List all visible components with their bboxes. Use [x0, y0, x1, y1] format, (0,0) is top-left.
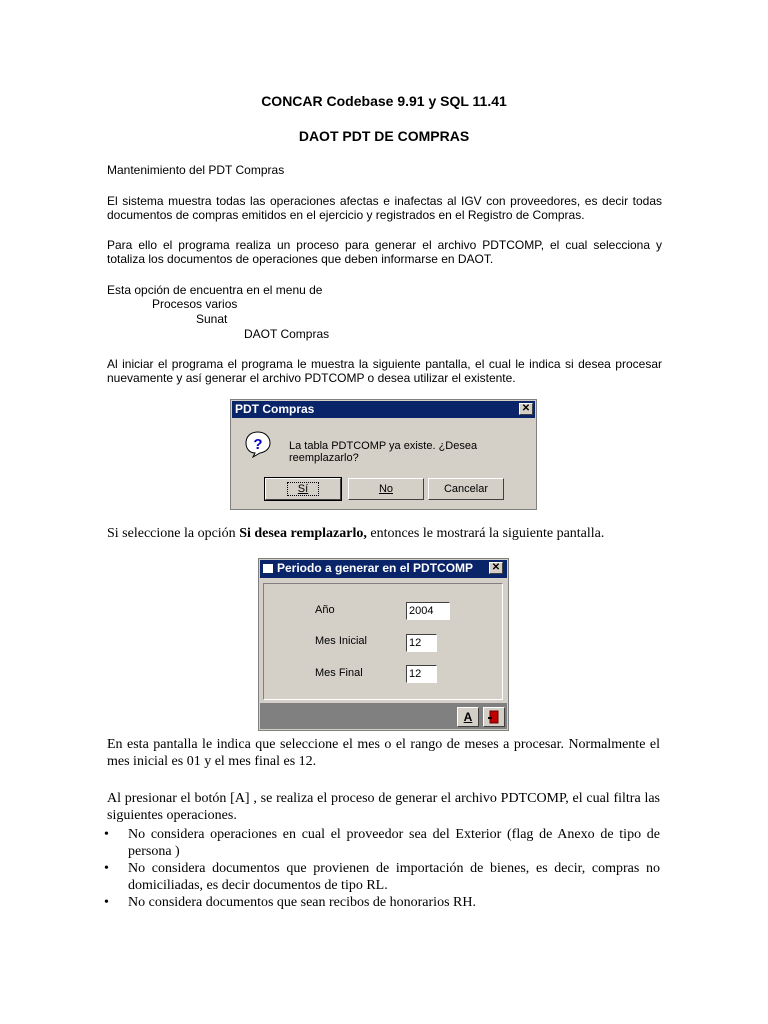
window-icon: [263, 564, 273, 573]
close-icon[interactable]: ✕: [489, 562, 503, 574]
paragraph-3: Al iniciar el programa el programa le muestra la siguiente pantalla, el cual le indica si desea procesar nuevamente y así generar el archivo PDTCOMP o desea utilizar el existente.: [107, 357, 662, 385]
dialog-pdt-compras: [230, 399, 537, 510]
list-item: [104, 894, 660, 911]
list-item: [104, 826, 660, 860]
end-month-input[interactable]: 12: [406, 665, 437, 683]
yes-button[interactable]: [265, 478, 341, 500]
menu-level-3: DAOT Compras: [244, 327, 330, 341]
dialog-title: PDT Compras: [235, 402, 315, 416]
document-subtitle: DAOT PDT DE COMPRAS: [298, 128, 470, 144]
accept-button[interactable]: A: [457, 707, 479, 727]
field-label-year: Año: [315, 604, 335, 616]
svg-text:?: ?: [253, 436, 263, 453]
menu-level-2: Sunat: [196, 312, 228, 326]
exit-door-icon: [487, 710, 501, 724]
button-bar: [260, 703, 507, 729]
no-button[interactable]: [348, 478, 424, 500]
paragraph-4-before: Si seleccione la opción: [107, 526, 240, 541]
paragraph-1: El sistema muestra todas las operaciones afectas e inafectas al IGV con proveedores, es decir todas documentos de compras emitidos en el ejercicio y registrados en el Registro de Compras.: [107, 194, 662, 222]
dialog2-title-bar: [260, 560, 507, 578]
paragraph-6: Al presionar el botón [A] , se realiza el proceso de generar el archivo PDTCOMP, el cual filtra las siguientes operaciones.: [107, 791, 660, 823]
dialog-message: La tabla PDTCOMP ya existe. ¿Desea reemplazarlo?: [289, 440, 478, 464]
bullet: •: [104, 827, 109, 842]
bullet: •: [104, 895, 109, 910]
question-icon: [244, 430, 272, 458]
list-item-text: No considera operaciones en cual el proveedor sea del Exterior (flag de Anexo de tipo de persona ): [128, 827, 660, 859]
no-button-label: No: [378, 483, 394, 495]
close-icon[interactable]: ✕: [519, 403, 533, 415]
cancel-button-label: Cancelar: [443, 483, 489, 495]
paragraph-5: En esta pantalla le indica que seleccione el mes o el rango de meses a procesar. Normalmente el mes inicial es 01 y el mes final es 12.: [107, 737, 660, 769]
menu-intro: Esta opción de encuentra en el menu de: [107, 283, 323, 297]
document-title: CONCAR Codebase 9.91 y SQL 11.41: [261, 93, 507, 109]
list-item-text: No considera documentos que sean recibos de honorarios RH.: [128, 895, 476, 910]
year-input[interactable]: 2004: [406, 602, 450, 620]
operations-list: [104, 826, 660, 911]
list-item-text: No considera documentos que provienen de importación de bienes, es decir, compras no domiciliadas, es decir documentos de tipo RL.: [128, 861, 660, 893]
dialog2-title: Periodo a generar en el PDTCOMP: [277, 561, 474, 575]
paragraph-mantenimiento: Mantenimiento del PDT Compras: [107, 163, 285, 177]
menu-level-1: Procesos varios: [152, 297, 238, 311]
exit-button[interactable]: [483, 707, 505, 727]
paragraph-4: [107, 525, 667, 542]
paragraph-4-bold: Si desea remplazarlo,: [239, 526, 367, 541]
paragraph-2: Para ello el programa realiza un proceso para generar el archivo PDTCOMP, el cual selecciona y totaliza los documentos de operaciones que deben informarse en DAOT.: [107, 238, 662, 266]
list-item: [104, 860, 660, 894]
field-label-end-month: Mes Final: [315, 667, 363, 679]
yes-button-label: Sí: [287, 482, 319, 496]
dialog-periodo: [258, 558, 509, 731]
dialog-title-bar: [232, 401, 535, 418]
paragraph-4-after: entonces le mostrará la siguiente pantalla.: [366, 526, 605, 541]
bullet: •: [104, 861, 109, 876]
field-label-start-month: Mes Inicial: [315, 635, 367, 647]
cancel-button[interactable]: [428, 478, 504, 500]
start-month-input[interactable]: 12: [406, 634, 437, 652]
fields-panel: [263, 583, 503, 700]
